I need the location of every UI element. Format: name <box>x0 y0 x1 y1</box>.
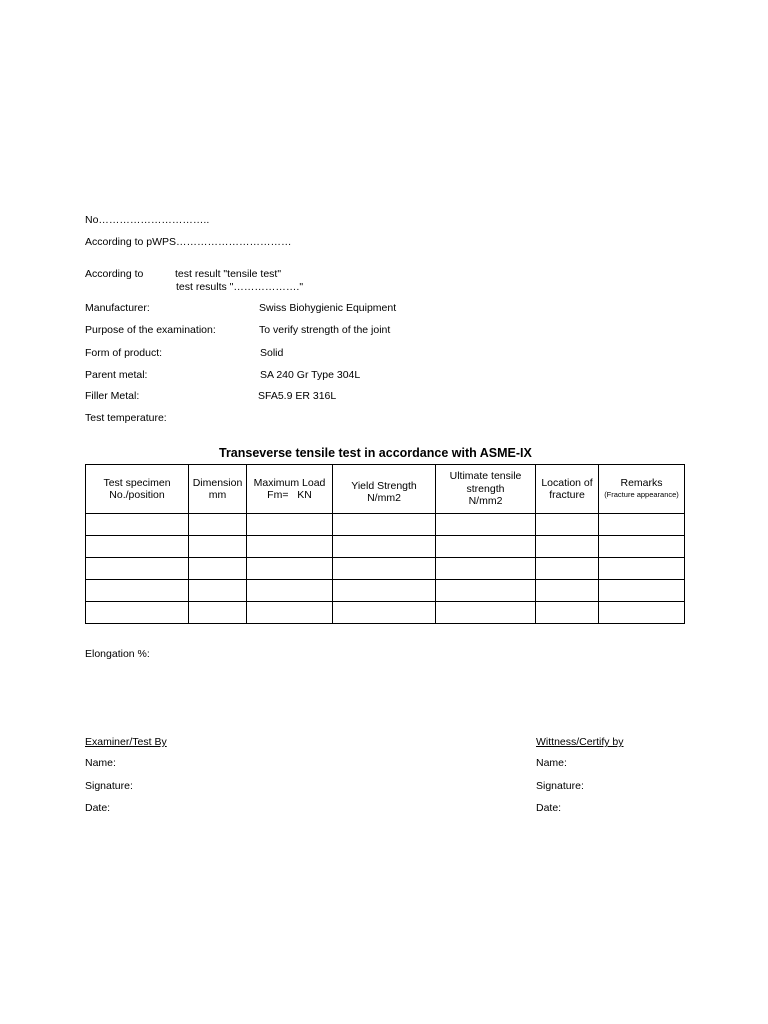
table-cell[interactable] <box>247 514 333 536</box>
table-cell[interactable] <box>536 514 599 536</box>
table-title: Transeverse tensile test in accordance with ASME-IX <box>219 446 532 460</box>
table-cell[interactable] <box>436 602 536 624</box>
table-cell[interactable] <box>599 536 685 558</box>
header-text: No./position <box>109 489 165 501</box>
examiner-signature-label: Signature: <box>85 780 133 792</box>
table-row <box>86 602 685 624</box>
parent-metal-label: Parent metal: <box>85 369 148 381</box>
table-cell[interactable] <box>189 580 247 602</box>
table-row <box>86 558 685 580</box>
table-cell[interactable] <box>86 558 189 580</box>
table-header-row <box>86 465 685 514</box>
purpose-value: To verify strength of the joint <box>259 324 391 336</box>
header-text: (Fracture appearance) <box>604 490 679 499</box>
witness-name-label: Name: <box>536 757 567 769</box>
header-text: Location of <box>541 476 593 489</box>
column-header-remarks <box>599 465 685 514</box>
column-header-location-of-fracture <box>536 465 599 514</box>
purpose-label: Purpose of the examination: <box>85 324 216 336</box>
table-cell[interactable] <box>599 602 685 624</box>
header-text: Yield Strength <box>351 479 417 492</box>
table-cell[interactable] <box>536 602 599 624</box>
table-cell[interactable] <box>247 602 333 624</box>
table-cell[interactable] <box>436 536 536 558</box>
header-text: mm <box>208 489 227 501</box>
examiner-name-label: Name: <box>85 757 116 769</box>
examiner-heading: Examiner/Test By <box>85 736 167 748</box>
table-cell[interactable] <box>189 536 247 558</box>
witness-date-label: Date: <box>536 802 562 814</box>
table-cell[interactable] <box>189 514 247 536</box>
manufacturer-value: Swiss Biohygienic Equipment <box>259 302 397 314</box>
filler-metal-label: Filler Metal: <box>85 390 140 402</box>
table-cell[interactable] <box>86 536 189 558</box>
header-text: Maximum Load <box>253 476 326 489</box>
form-of-product-label: Form of product: <box>85 347 163 359</box>
table-cell[interactable] <box>247 536 333 558</box>
table-row <box>86 536 685 558</box>
according-to-label: According to <box>85 268 144 280</box>
witness-signature-label: Signature: <box>536 780 584 792</box>
table-cell[interactable] <box>333 514 436 536</box>
parent-metal-value: SA 240 Gr Type 304L <box>260 369 361 381</box>
table-cell[interactable] <box>436 580 536 602</box>
table-cell[interactable] <box>599 558 685 580</box>
manufacturer-label: Manufacturer: <box>85 302 150 314</box>
table-row <box>86 580 685 602</box>
pwps-reference: According to pWPS…………………………… <box>85 236 292 248</box>
column-header-ultimate-tensile <box>436 465 536 514</box>
header-text: Test specimen <box>103 476 171 489</box>
tensile-test-table <box>85 464 685 624</box>
column-header-dimension <box>189 465 247 514</box>
form-of-product-value: Solid <box>260 347 284 359</box>
witness-heading: Wittness/Certify by <box>536 736 624 748</box>
according-to-line-1: test result "tensile test" <box>175 268 282 280</box>
table-cell[interactable] <box>536 580 599 602</box>
table-cell[interactable] <box>333 580 436 602</box>
header-text: N/mm2 <box>367 492 401 504</box>
table-cell[interactable] <box>536 558 599 580</box>
header-text: Dimension <box>192 476 243 489</box>
header-text: N/mm2 <box>468 495 503 508</box>
table-cell[interactable] <box>247 558 333 580</box>
table-cell[interactable] <box>189 558 247 580</box>
column-header-maximum-load <box>247 465 333 514</box>
table-cell[interactable] <box>436 514 536 536</box>
table-cell[interactable] <box>333 558 436 580</box>
header-text: fracture <box>549 489 585 501</box>
elongation-label: Elongation %: <box>85 648 150 660</box>
test-temperature-label: Test temperature: <box>85 412 167 424</box>
table-cell[interactable] <box>599 580 685 602</box>
table-cell[interactable] <box>189 602 247 624</box>
table-cell[interactable] <box>599 514 685 536</box>
header-text: strength <box>466 482 505 495</box>
header-text: Ultimate tensile <box>449 470 522 483</box>
column-header-yield-strength <box>333 465 436 514</box>
table-cell[interactable] <box>86 602 189 624</box>
table-cell[interactable] <box>86 514 189 536</box>
table-cell[interactable] <box>436 558 536 580</box>
table-cell[interactable] <box>86 580 189 602</box>
document-number: No………………………….. <box>85 214 210 226</box>
according-to-line-2: test results "………………." <box>176 281 304 293</box>
table-cell[interactable] <box>247 580 333 602</box>
column-header-test-specimen <box>86 465 189 514</box>
table-cell[interactable] <box>333 602 436 624</box>
table-cell[interactable] <box>536 536 599 558</box>
filler-metal-value: SFA5.9 ER 316L <box>258 390 337 402</box>
table-cell[interactable] <box>333 536 436 558</box>
examiner-date-label: Date: <box>85 802 111 814</box>
header-text: Remarks <box>620 476 663 489</box>
table-row <box>86 514 685 536</box>
header-text: Fm= KN <box>267 489 312 501</box>
